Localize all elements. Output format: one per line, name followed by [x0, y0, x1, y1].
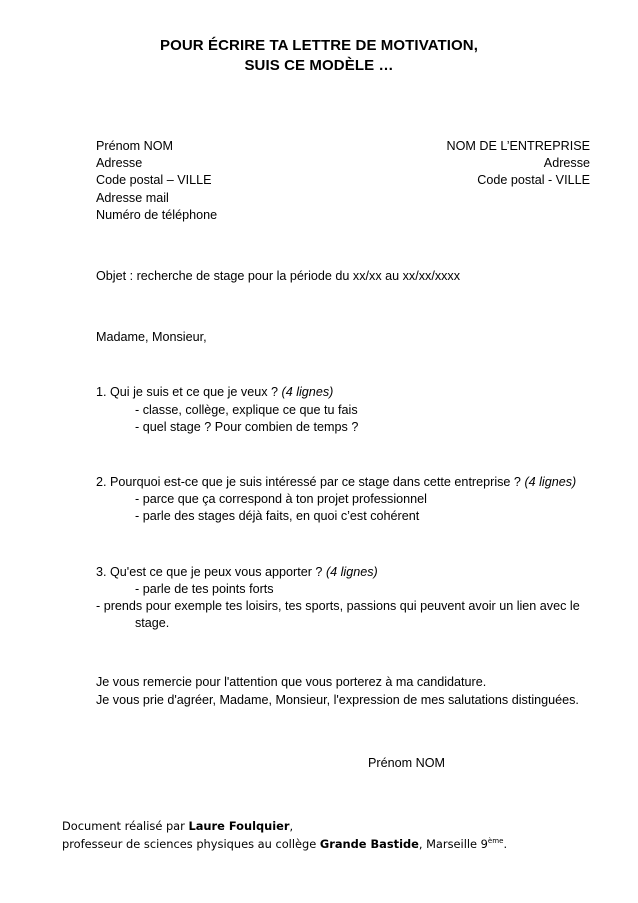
signature-line: Prénom NOM: [368, 755, 445, 770]
section-3-heading: [96, 564, 590, 581]
footer-author-name: Laure Foulquier: [188, 819, 290, 833]
section-3-heading-text: 3. Qu'est ce que je peux vous apporter ?: [96, 564, 326, 579]
recipient-address-line: Adresse: [543, 156, 590, 171]
closing-line: Je vous prie d'agréer, Madame, Monsieur, l'expression de mes salutations distinguées.: [96, 692, 579, 707]
sender-address-line: Numéro de téléphone: [96, 207, 218, 222]
section-2-heading-text: 2. Pourquoi est-ce que je suis intéressé par ce stage dans cette entreprise ?: [96, 475, 525, 490]
salutation-line: Madame, Monsieur,: [96, 330, 207, 345]
footer-role-prefix: professeur de sciences physiques au collège: [62, 836, 320, 851]
section-3-length-hint: (4 lignes): [325, 564, 378, 579]
footer-credit-prefix: Document réalisé par: [62, 819, 189, 833]
section-3-bullet: - prends pour exemple tes loisirs, tes sports, passions qui peuvent avoir un lien avec le stage.: [96, 599, 580, 631]
closing-line: Je vous remercie pour l'attention que vous porterez à ma candidature.: [96, 675, 487, 690]
section-1-heading: [96, 384, 590, 401]
footer-line-1: [62, 818, 582, 836]
section-2-heading: [96, 474, 590, 491]
title-line-2: SUIS CE MODÈLE …: [244, 57, 394, 74]
sender-address-line: Prénom NOM: [96, 139, 173, 153]
footer-credit: [62, 818, 582, 853]
subject-line: Objet : recherche de stage pour la période du xx/xx au xx/xx/xxxx: [96, 269, 461, 283]
letter-body: [96, 138, 590, 772]
section-1-bullet: - classe, collège, explique ce que tu fais: [135, 402, 358, 417]
sender-address-block: [96, 138, 217, 224]
footer-city-text: , Marseille 9: [418, 836, 488, 851]
section-2: [96, 474, 590, 526]
sender-address-line: Adresse mail: [96, 190, 169, 205]
recipient-address-line: NOM DE L’ENTREPRISE: [446, 139, 590, 153]
footer-credit-suffix: ,: [289, 819, 294, 833]
section-3: [96, 564, 590, 633]
recipient-address-line: Code postal - VILLE: [477, 173, 590, 188]
document-title: [0, 36, 638, 76]
section-3-bullet: - parle de tes points forts: [135, 581, 274, 596]
closing-paragraph: [96, 674, 590, 708]
footer-ordinal-suffix: ème: [487, 835, 504, 845]
title-line-1: POUR ÉCRIRE TA LETTRE DE MOTIVATION,: [159, 37, 479, 54]
sender-address-line: Code postal – VILLE: [96, 173, 212, 188]
section-1-bullet: - quel stage ? Pour combien de temps ?: [135, 419, 359, 434]
footer-period: .: [503, 836, 508, 851]
recipient-address-block: [447, 138, 590, 190]
section-1: [96, 384, 590, 436]
sender-address-line: Adresse: [96, 156, 143, 171]
address-header: [96, 138, 590, 224]
section-2-length-hint: (4 lignes): [524, 475, 577, 490]
section-2-bullet: - parle des stages déjà faits, en quoi c’est cohérent: [135, 509, 420, 524]
section-1-length-hint: (4 lignes): [281, 385, 334, 400]
footer-school-name: Grande Bastide: [319, 836, 419, 851]
footer-line-2: [62, 836, 582, 854]
section-2-bullet: - parce que ça correspond à ton projet professionnel: [135, 492, 427, 507]
section-1-heading-text: 1. Qui je suis et ce que je veux ?: [96, 385, 282, 400]
